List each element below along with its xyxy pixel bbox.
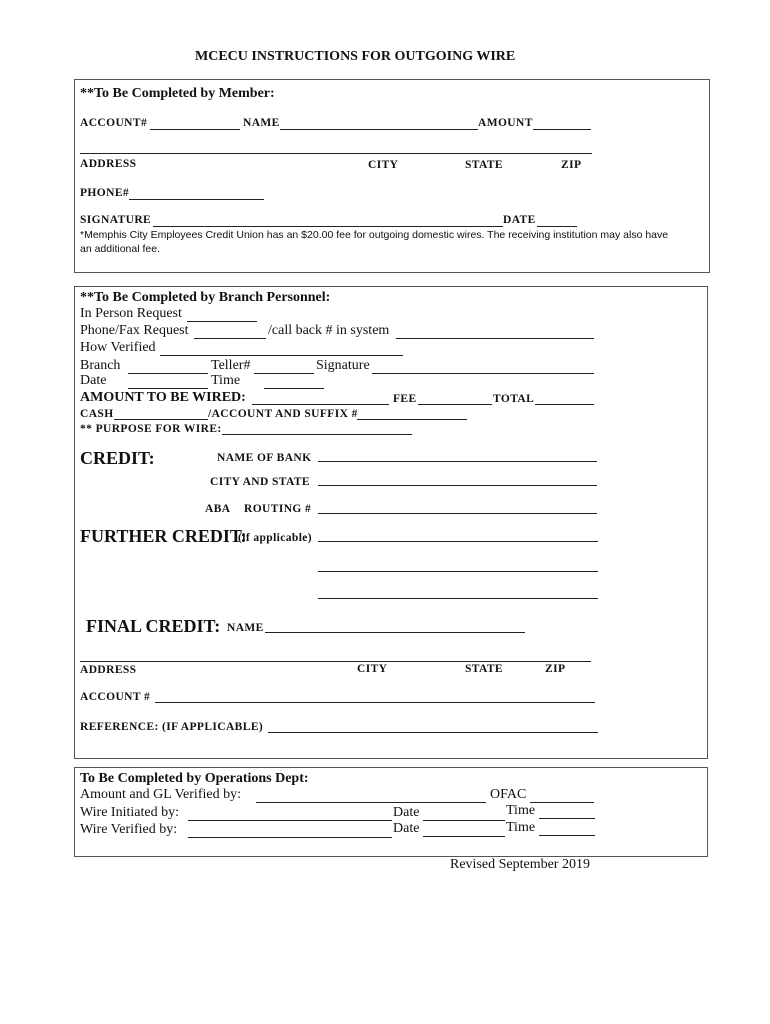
fee-field[interactable]	[418, 404, 492, 405]
final-account-field[interactable]	[155, 702, 595, 703]
name-label: NAME	[243, 117, 280, 129]
bank-name-field[interactable]	[318, 461, 597, 462]
phone-fax-label: Phone/Fax Request	[80, 323, 189, 338]
final-name-label: NAME	[227, 622, 264, 634]
phone-field[interactable]	[129, 199, 264, 200]
final-city-label: CITY	[357, 663, 388, 675]
account-label: ACCOUNT#	[80, 117, 148, 129]
reference-label: REFERENCE: (IF APPLICABLE)	[80, 721, 264, 733]
branch-date-field[interactable]	[128, 388, 208, 389]
final-address-label: ADDRESS	[80, 664, 137, 676]
routing-label: ROUTING #	[244, 503, 312, 515]
bank-name-label: NAME OF BANK	[217, 452, 312, 464]
routing-field[interactable]	[318, 513, 597, 514]
in-person-field[interactable]	[187, 321, 257, 322]
address-label: ADDRESS	[80, 158, 137, 170]
branch-signature-label: Signature	[316, 358, 370, 373]
member-section	[74, 79, 710, 273]
further-credit-applicable: (if applicable)	[238, 532, 313, 544]
final-name-field[interactable]	[265, 632, 525, 633]
how-verified-field[interactable]	[160, 355, 403, 356]
final-state-label: STATE	[465, 663, 504, 675]
ofac-label: OFAC	[490, 787, 527, 802]
final-credit-heading: FINAL CREDIT:	[86, 616, 221, 636]
wire-initiated-label: Wire Initiated by:	[80, 805, 179, 820]
operations-heading: To Be Completed by Operations Dept:	[80, 771, 309, 786]
branch-time-field[interactable]	[264, 388, 324, 389]
branch-label: Branch	[80, 358, 121, 373]
verified-time-field[interactable]	[539, 835, 595, 836]
final-address-field[interactable]	[80, 661, 591, 662]
city-label: CITY	[368, 159, 399, 171]
account-field[interactable]	[150, 129, 240, 130]
branch-signature-field[interactable]	[372, 373, 594, 374]
fee-label: FEE	[393, 393, 417, 405]
amount-field[interactable]	[533, 129, 591, 130]
fee-note-line2: an additional fee.	[80, 243, 160, 255]
signature-field[interactable]	[153, 226, 503, 227]
initiated-time-label: Time	[506, 803, 536, 818]
in-person-label: In Person Request	[80, 306, 182, 321]
date-label: DATE	[503, 214, 536, 226]
call-back-label: /call back # in system	[268, 323, 390, 338]
final-zip-label: ZIP	[545, 663, 566, 675]
initiated-time-field[interactable]	[539, 818, 595, 819]
purpose-label: ** PURPOSE FOR WIRE:	[80, 423, 222, 435]
name-field[interactable]	[280, 129, 478, 130]
reference-field[interactable]	[268, 732, 598, 733]
cash-field[interactable]	[114, 419, 208, 420]
amount-wired-label: AMOUNT TO BE WIRED:	[80, 390, 246, 405]
branch-date-label: Date	[80, 373, 107, 388]
amount-label: AMOUNT	[478, 117, 533, 129]
signature-label: SIGNATURE	[80, 214, 152, 226]
branch-field[interactable]	[128, 373, 208, 374]
initiated-date-field[interactable]	[423, 820, 505, 821]
further-credit-field-1[interactable]	[318, 541, 598, 542]
fee-note-line1: *Memphis City Employees Credit Union has an $20.00 fee for outgoing domestic wires. The receiving institution may also have	[80, 229, 669, 241]
initiated-date-label: Date	[393, 805, 420, 820]
amount-wired-field[interactable]	[252, 404, 389, 405]
further-credit-field-3[interactable]	[318, 598, 598, 599]
address-field[interactable]	[80, 153, 592, 154]
account-suffix-field[interactable]	[357, 419, 467, 420]
wire-verified-label: Wire Verified by:	[80, 822, 178, 837]
phone-label: PHONE#	[80, 187, 130, 199]
teller-label: Teller#	[211, 358, 251, 373]
wire-verified-field[interactable]	[188, 837, 392, 838]
verified-time-label: Time	[506, 820, 536, 835]
city-state-label: CITY AND STATE	[210, 476, 310, 488]
date-field[interactable]	[537, 226, 577, 227]
account-suffix-label: /ACCOUNT AND SUFFIX #	[208, 408, 358, 420]
revised-date: Revised September 2019	[450, 857, 590, 872]
further-credit-field-2[interactable]	[318, 571, 598, 572]
ofac-field[interactable]	[530, 802, 594, 803]
branch-heading: **To Be Completed by Branch Personnel:	[80, 290, 331, 305]
total-field[interactable]	[535, 404, 594, 405]
purpose-field[interactable]	[222, 434, 412, 435]
member-heading: **To Be Completed by Member:	[80, 86, 275, 101]
state-label: STATE	[465, 159, 504, 171]
final-account-label: ACCOUNT #	[80, 691, 151, 703]
verified-date-field[interactable]	[423, 836, 505, 837]
branch-time-label: Time	[211, 373, 241, 388]
call-back-field[interactable]	[396, 338, 594, 339]
amount-gl-field[interactable]	[256, 802, 486, 803]
total-label: TOTAL	[493, 393, 535, 405]
teller-field[interactable]	[254, 373, 314, 374]
phone-fax-field[interactable]	[194, 338, 266, 339]
amount-gl-label: Amount and GL Verified by:	[80, 787, 241, 802]
branch-section	[74, 286, 708, 759]
city-state-field[interactable]	[318, 485, 597, 486]
further-credit-heading: FURTHER CREDIT:	[80, 526, 247, 546]
form-title: MCECU INSTRUCTIONS FOR OUTGOING WIRE	[195, 49, 516, 64]
cash-label: CASH	[80, 408, 114, 420]
credit-heading: CREDIT:	[80, 448, 155, 468]
aba-label: ABA	[205, 503, 231, 515]
how-verified-label: How Verified	[80, 340, 156, 355]
wire-initiated-field[interactable]	[188, 820, 392, 821]
zip-label: ZIP	[561, 159, 582, 171]
verified-date-label: Date	[393, 821, 420, 836]
